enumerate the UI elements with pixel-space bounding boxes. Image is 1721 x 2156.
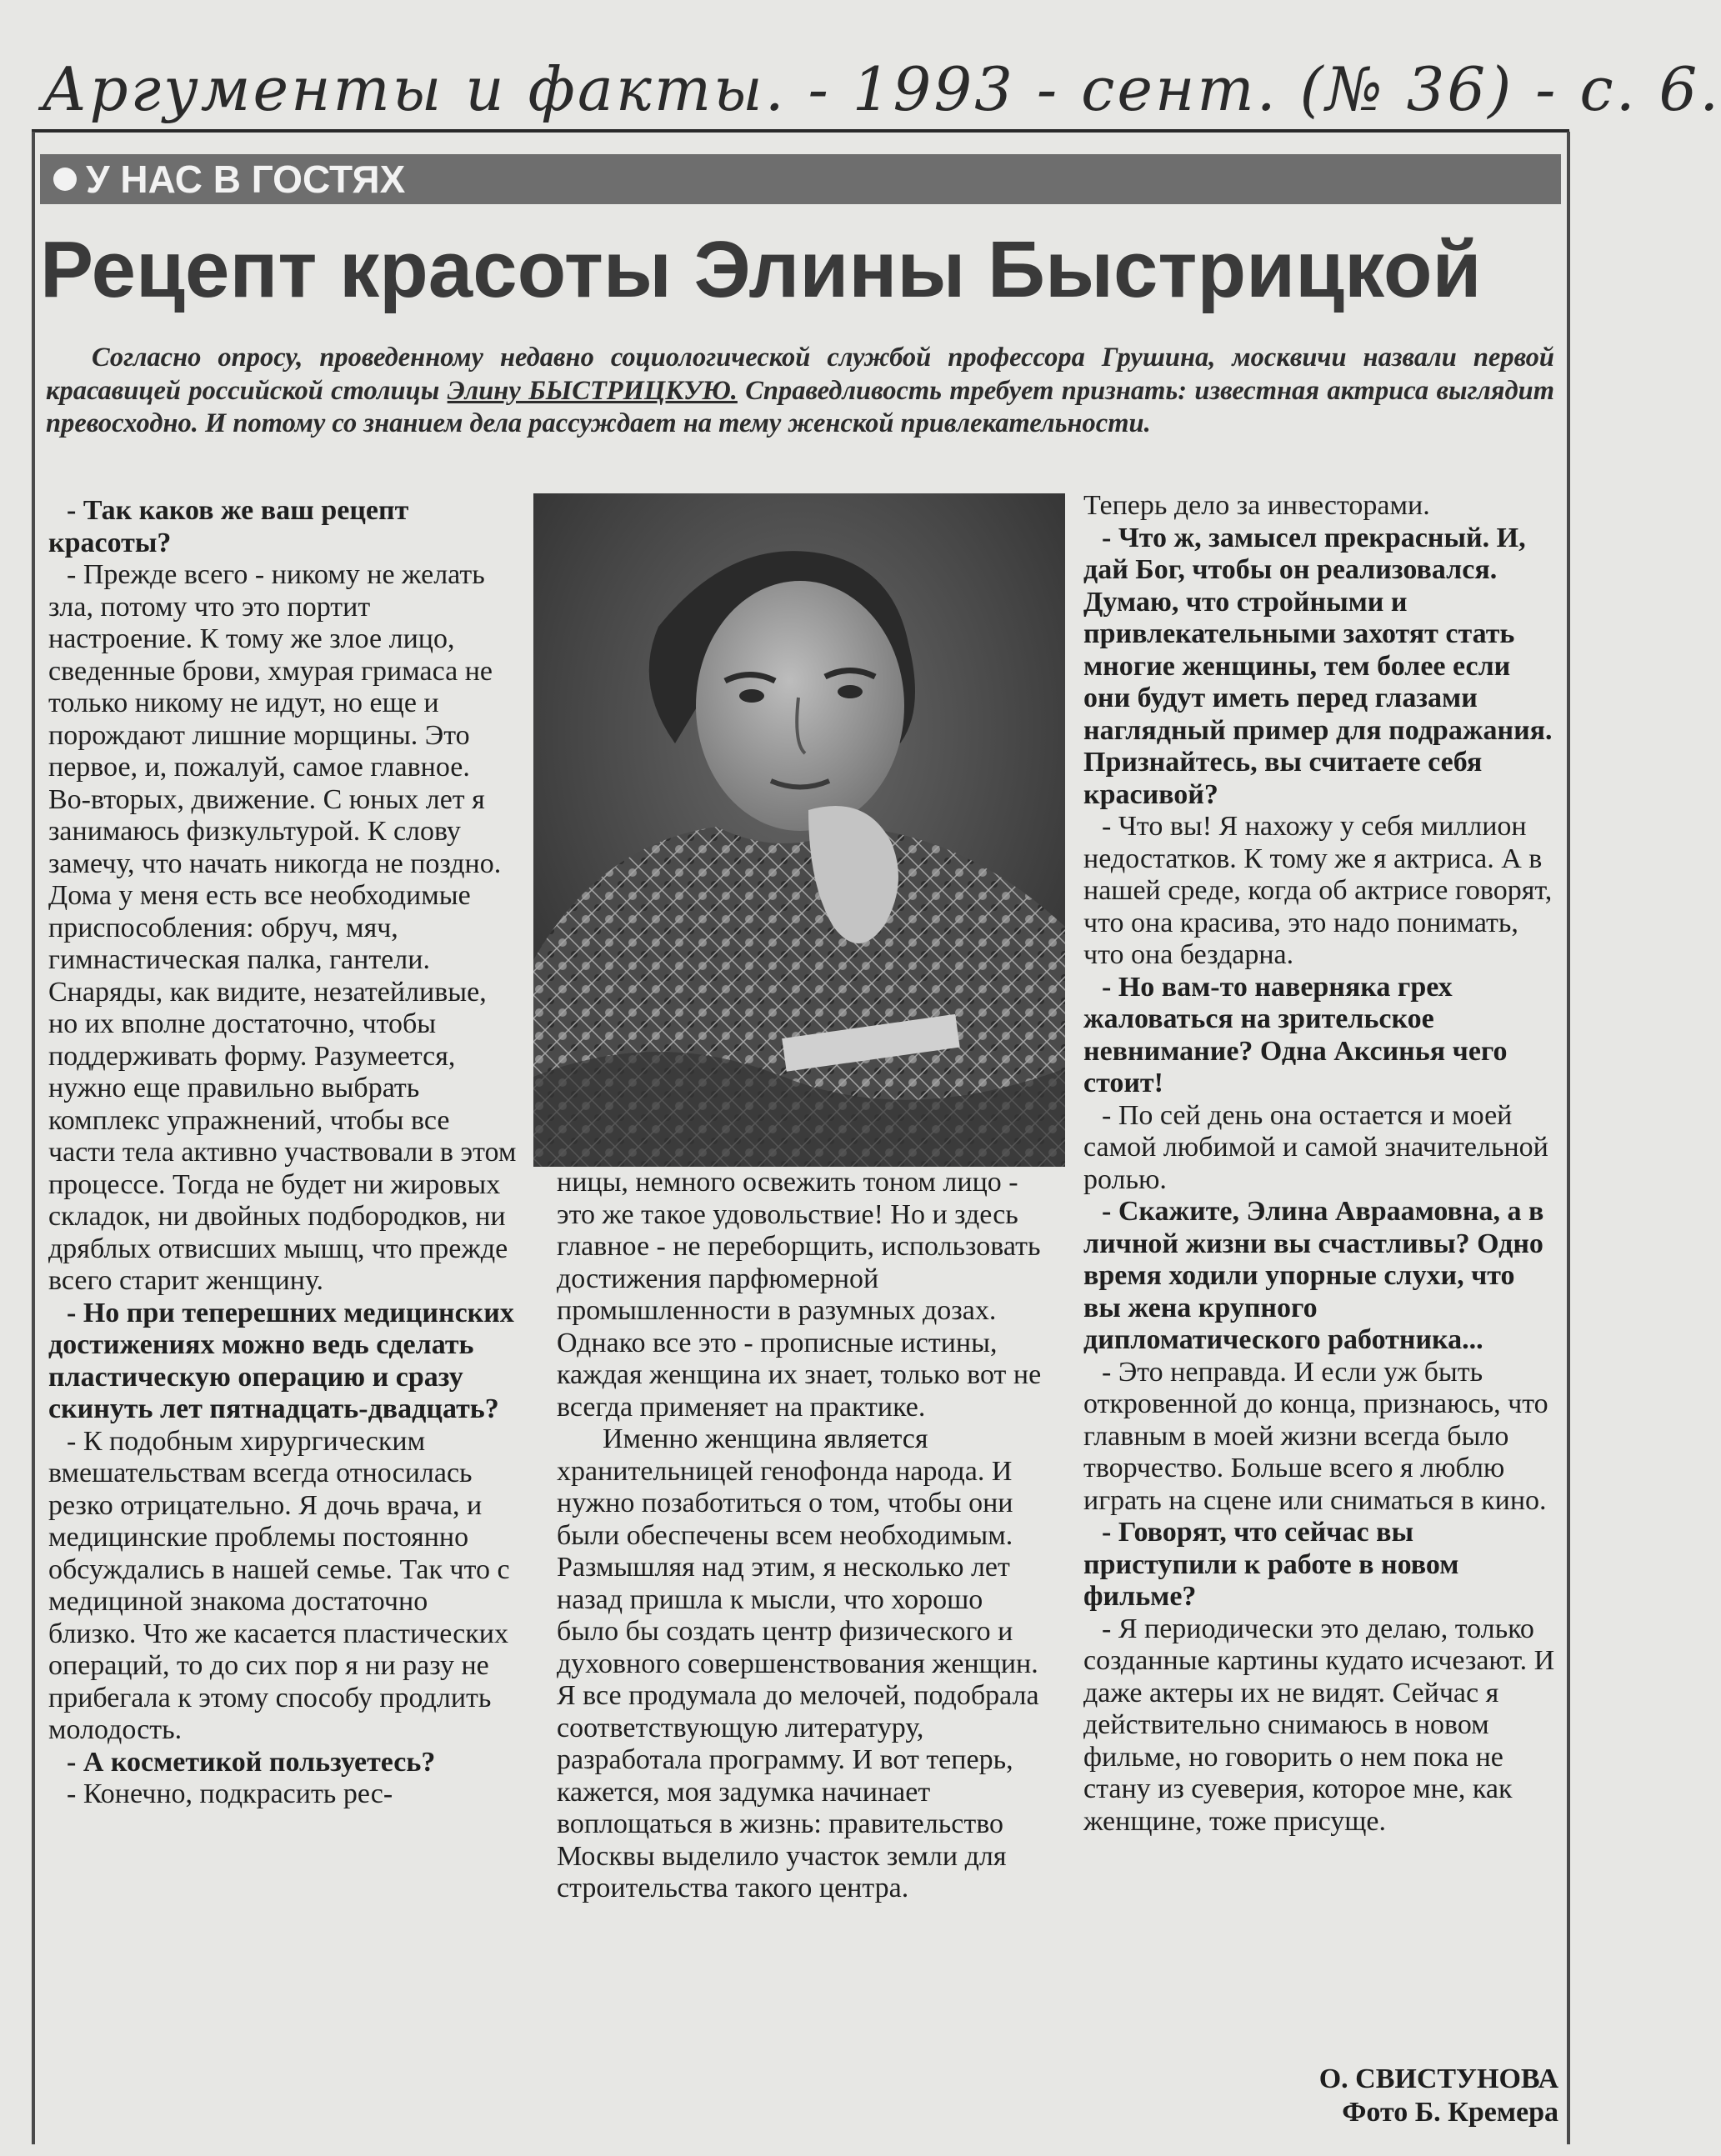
article-column-3 bbox=[1083, 490, 1558, 1838]
lead-text-end: Справедливость требует признать: известная актриса выглядит превосходно. И потому со знанием дела рассуждает на тему женской привлекательности. bbox=[46, 375, 1555, 438]
lead-name: Элину БЫСТРИЦКУЮ. bbox=[447, 375, 738, 406]
answer: - Конечно, подкрасить рес- bbox=[67, 1778, 393, 1809]
question: - Говорят, что сейчас вы приступили к работе в новом фильме? bbox=[1083, 1517, 1459, 1612]
article-column-2 bbox=[557, 1167, 1042, 1905]
handwritten-source-note: Аргументы и факты. - 1993 - сент. (№ 36) - с. 6. bbox=[42, 54, 1721, 124]
rubric-bar bbox=[40, 154, 1561, 204]
rubric-label: У НАС В ГОСТЯХ bbox=[86, 158, 406, 201]
question: - Но при теперешних медицинских достижениях можно ведь сделать пластическую операцию и сразу скинуть лет пятнадцать-двадцать? bbox=[48, 1297, 514, 1424]
photo-credit: Фото Б. Кремера bbox=[1342, 2097, 1558, 2128]
lead-text-start: Согласно опросу, проведенному недавно социологической службой профессора Грушина, москвичи назвали первой красавицей российской столицы bbox=[46, 343, 1554, 406]
answer: - По сей день она остается и моей самой любимой и самой значительной ролью. bbox=[1083, 1099, 1548, 1195]
answer: - Это неправда. И если уж быть откровенной до конца, признаюсь, что главным в моей жизни всегда было творчество. Больше всего я люблю играть на сцене или сниматься в кино. bbox=[1083, 1356, 1548, 1516]
paragraph: ницы, немного освежить тоном лицо - это же такое удовольствие! Но и здесь главное - не переборщить, использовать достижения парфюмерной промышленности в разумных дозах. Однако все это - прописные истины, каждая женщина их знает, только вот не всегда применяет на практике. bbox=[557, 1167, 1042, 1423]
headline: Рецепт красоты Элины Быстрицкой bbox=[40, 225, 1482, 314]
paragraph: Теперь дело за инвесторами. bbox=[1083, 490, 1430, 521]
portrait-image bbox=[533, 493, 1065, 1167]
question: - Скажите, Элина Авраамовна, а в личной жизни вы счастливы? Одно время ходили упорные слухи, что вы жена крупного дипломатического работника... bbox=[1083, 1196, 1544, 1355]
question: - Так каков же ваш рецепт красоты? bbox=[48, 495, 409, 558]
answer: - Прежде всего - никому не желать зла, потому что это портит настроение. К тому же злое лицо, сведенные брови, хмурая гримаса не только никому не идут, но еще и порождают лишние морщины. Это первое, и, пожалуй, самое главное. Во-вторых, движение. С юных лет я занимаюсь физкультурой. К слову замечу, что начать никогда не поздно. Дома у меня есть все необходимые приспособления: обруч, мяч, гимнастическая палка, гантели. Снаряды, как видите, незатейливые, но их вполне достаточно, чтобы поддерживать форму. Разумеется, нужно еще правильно выбрать комплекс упражнений, чтобы все части тела активно участвовали в этом процессе. Тогда не будет ни жировых складок, ни двойных подбородков, ни дряблых отвисших мышц, что прежде всего старит женщину. bbox=[48, 559, 517, 1296]
paragraph: Именно женщина является хранительницей генофонда народа. И нужно позаботиться о том, чтобы они были обеспечены всем необходимым. Размышляя над этим, я несколько лет назад пришла к мысли, что хорошо было бы создать центр физического и духовного совершенствования женщин. Я все продумала до мелочей, подобрала соответствующую литературу, разработала программу. И вот теперь, кажется, моя задумка начинает воплощаться в жизнь: правительство Москвы выделило участок земли для строительства такого центра. bbox=[557, 1423, 1039, 1903]
question: - Что ж, замысел прекрасный. И, дай Бог, чтобы он реализовался. Думаю, что стройными и привлекательными захотят стать многие женщины, тем более если они будут иметь перед глазами наглядный пример для подражания. Признайтесь, вы считаете себя красивой? bbox=[1083, 522, 1553, 810]
question: - А косметикой пользуетесь? bbox=[67, 1746, 436, 1778]
bullet-icon bbox=[53, 168, 77, 191]
answer: - Что вы! Я нахожу у себя миллион недостатков. К тому же я актриса. А в нашей среде, когда об актрисе говорят, что она красива, это надо понимать, что она бездарна. bbox=[1083, 811, 1553, 970]
right-rule bbox=[1567, 132, 1570, 2144]
question: - Но вам-то наверняка грех жаловаться на зрительское невнимание? Одна Аксинья чего стоит! bbox=[1083, 971, 1508, 1098]
byline bbox=[1092, 2063, 1558, 2129]
portrait-photo bbox=[533, 493, 1065, 1167]
left-rule bbox=[32, 132, 35, 2144]
lead-paragraph bbox=[46, 342, 1554, 441]
answer: - К подобным хирургическим вмешательствам всегда относилась резко отрицательно. Я дочь врача, и медицинские проблемы постоянно обсуждались в нашей семье. Так что с медициной знакома достаточно близко. Что же касается пластических операций, то до сих пор я ни разу не прибегала к этому способу продлить молодость. bbox=[48, 1425, 510, 1745]
article-column-1 bbox=[48, 495, 518, 1811]
author-name: О. СВИСТУНОВА bbox=[1318, 2063, 1558, 2094]
answer: - Я периодически это делаю, только созданные картины кудато исчезают. И даже актеры их не видят. Сейчас я действительно снимаюсь в новом фильме, но говорить о нем пока не стану из суеверия, которое мне, как женщине, тоже присуще. bbox=[1083, 1613, 1555, 1837]
top-rule bbox=[32, 129, 1569, 133]
